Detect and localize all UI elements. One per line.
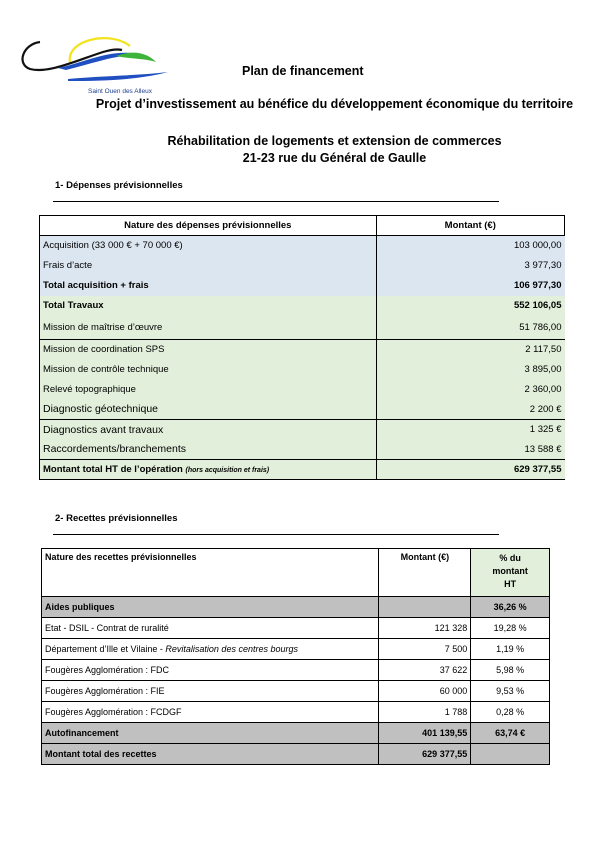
table-row — [40, 420, 565, 440]
row-pct: 63,74 € — [471, 723, 550, 744]
row-label: Acquisition (33 000 € + 70 000 €) — [40, 236, 377, 256]
row-amount: 103 000,00 — [376, 236, 564, 256]
row-amount: 2 117,50 — [376, 340, 564, 360]
row-label: Autofinancement — [42, 723, 379, 744]
row-label: Diagnostics avant travaux — [40, 420, 377, 440]
column-header: Nature des recettes prévisionnelles — [42, 549, 379, 597]
row-label: Mission de maîtrise d’œuvre — [40, 316, 377, 340]
row-amount: 1 788 — [379, 702, 471, 723]
logo-text: Saint Ouen des Alleux — [88, 88, 152, 95]
recettes-table — [41, 548, 550, 765]
table-row-subtotal — [40, 276, 565, 296]
row-pct: 5,98 % — [471, 660, 550, 681]
row-amount: 106 977,30 — [376, 276, 564, 296]
document-subtitle: Projet d’investissement au bénéfice du développement économique du territoire — [95, 97, 574, 111]
row-amount: 3 977,30 — [376, 256, 564, 276]
depenses-table — [39, 215, 565, 480]
row-label: Fougères Agglomération : FCDGF — [42, 702, 379, 723]
table-row — [40, 400, 565, 420]
column-header: Montant (€) — [379, 549, 471, 597]
table-row — [40, 340, 565, 360]
row-amount: 2 200 € — [376, 400, 564, 420]
column-header: Montant (€) — [376, 216, 564, 236]
total-label: Montant total des recettes — [42, 744, 379, 765]
row-label: Mission de coordination SPS — [40, 340, 377, 360]
total-pct — [471, 744, 550, 765]
total-note: (hors acquisition et frais) — [185, 467, 270, 474]
column-header: Nature des dépenses prévisionnelles — [40, 216, 377, 236]
row-amount: 1 325 € — [376, 420, 564, 440]
row-amount: 37 622 — [379, 660, 471, 681]
row-amount: 51 786,00 — [376, 316, 564, 340]
table-row — [40, 256, 565, 276]
table-header-row — [42, 549, 550, 597]
table-row — [42, 681, 550, 702]
table-row — [40, 316, 565, 340]
section-divider — [53, 534, 499, 535]
row-amount: 121 328 — [379, 618, 471, 639]
row-amount: 7 500 — [379, 639, 471, 660]
section-divider — [53, 201, 499, 202]
section-recettes-title: 2- Recettes prévisionnelles — [55, 513, 178, 524]
row-label: Etat - DSIL - Contrat de ruralité — [42, 618, 379, 639]
table-row — [42, 660, 550, 681]
row-label: Relevé topographique — [40, 380, 377, 400]
row-amount — [379, 597, 471, 618]
table-row-aides — [42, 597, 550, 618]
table-row-autofinancement — [42, 723, 550, 744]
row-amount: 552 106,05 — [376, 296, 564, 316]
row-pct: 36,26 % — [471, 597, 550, 618]
table-row — [40, 440, 565, 460]
row-amount: 13 588 € — [376, 440, 564, 460]
total-label: Montant total HT de l’opération (hors acquisition et frais) — [40, 460, 377, 480]
table-row — [42, 702, 550, 723]
logo-swoosh-icon — [18, 32, 173, 87]
table-row — [40, 360, 565, 380]
row-pct: 19,28 % — [471, 618, 550, 639]
row-pct: 1,19 % — [471, 639, 550, 660]
row-pct: 0,28 % — [471, 702, 550, 723]
municipality-logo — [18, 32, 173, 95]
table-row-total — [40, 460, 565, 480]
row-label: Diagnostic géotechnique — [40, 400, 377, 420]
row-amount: 401 139,55 — [379, 723, 471, 744]
total-amount: 629 377,55 — [379, 744, 471, 765]
table-row — [42, 639, 550, 660]
row-amount: 60 000 — [379, 681, 471, 702]
table-row-subtotal — [40, 296, 565, 316]
row-label: Total Travaux — [40, 296, 377, 316]
table-row — [40, 380, 565, 400]
table-row — [40, 236, 565, 256]
section-depenses-title: 1- Dépenses prévisionnelles — [55, 180, 183, 191]
row-label: Aides publiques — [42, 597, 379, 618]
row-label: Frais d’acte — [40, 256, 377, 276]
table-header-row — [40, 216, 565, 236]
project-title: Réhabilitation de logements et extension de commerces — [167, 134, 502, 148]
row-label: Total acquisition + frais — [40, 276, 377, 296]
row-label: Mission de contrôle technique — [40, 360, 377, 380]
row-amount: 2 360,00 — [376, 380, 564, 400]
table-row-total — [42, 744, 550, 765]
column-header: % du montant HT — [471, 549, 550, 597]
table-row — [42, 618, 550, 639]
row-pct: 9,53 % — [471, 681, 550, 702]
project-address: 21-23 rue du Général de Gaulle — [242, 151, 427, 165]
row-label: Raccordements/branchements — [40, 440, 377, 460]
row-label: Fougères Agglomération : FIE — [42, 681, 379, 702]
row-label: Département d’Ille et Vilaine - Revitalisation des centres bourgs — [42, 639, 379, 660]
row-amount: 3 895,00 — [376, 360, 564, 380]
total-amount: 629 377,55 — [376, 460, 564, 480]
row-label: Fougères Agglomération : FDC — [42, 660, 379, 681]
